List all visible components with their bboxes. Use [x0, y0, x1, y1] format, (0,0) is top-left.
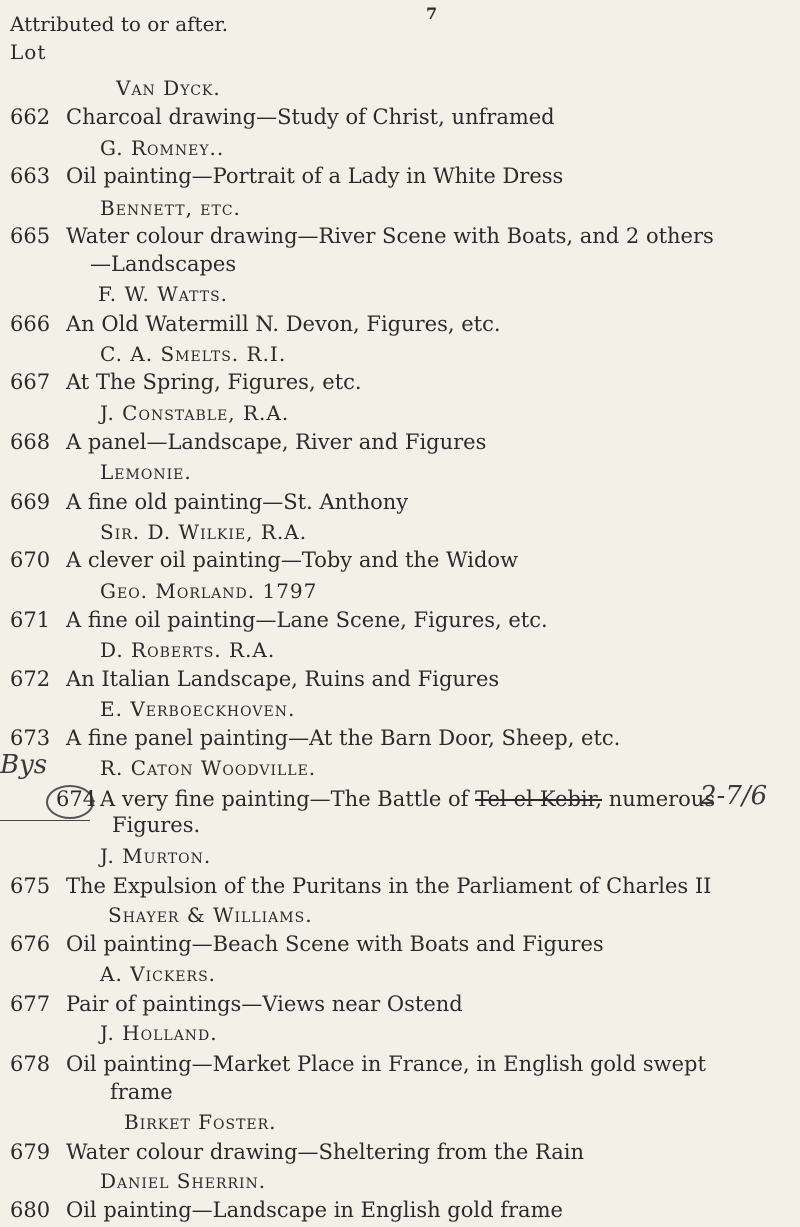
- artist-name: R. Caton Woodville.: [100, 756, 317, 780]
- lot-number: 662: [10, 105, 51, 129]
- lot-number: 680: [10, 1198, 51, 1222]
- lot-description-cont: Figures.: [112, 813, 201, 837]
- artist-name: Daniel Sherrin.: [100, 1169, 267, 1193]
- lot-number: 666: [10, 312, 51, 336]
- artist-name: Shayer & Williams.: [108, 903, 313, 927]
- attribution-heading: Attributed to or after.: [10, 12, 229, 36]
- lot-number: 667: [10, 370, 51, 394]
- lot-number: 676: [10, 932, 51, 956]
- lot-description: A fine old painting—St. Anthony: [66, 490, 409, 514]
- lot-description: Pair of paintings—Views near Ostend: [66, 992, 463, 1016]
- lot-number: 668: [10, 430, 51, 454]
- lot-description: A fine oil painting—Lane Scene, Figures, etc.: [66, 608, 548, 632]
- lot-number: 672: [10, 667, 51, 691]
- lot-number: 675: [10, 874, 51, 898]
- artist-name: J. Constable, R.A.: [100, 401, 290, 425]
- artist-name: Geo. Morland. 1797: [100, 579, 318, 603]
- artist-name: Lemonie.: [100, 460, 192, 484]
- lot-description: [100, 787, 715, 811]
- lot-description-cont: —Landscapes: [90, 252, 237, 276]
- artist-name: F. W. Watts.: [98, 282, 229, 306]
- lot-column-label: Lot: [10, 40, 47, 64]
- lot-description: A fine panel painting—At the Barn Door, Sheep, etc.: [66, 726, 621, 750]
- struck-text: Tel-el-Kebir,: [475, 787, 603, 811]
- artist-name: D. Roberts. R.A.: [100, 638, 276, 662]
- lot-description: Charcoal drawing—Study of Christ, unframed: [66, 105, 555, 129]
- lot-description: Oil painting—Landscape in English gold frame: [66, 1198, 563, 1222]
- page-mark: 7: [426, 4, 438, 23]
- lot-number: 663: [10, 164, 51, 188]
- lot-description: A panel—Landscape, River and Figures: [66, 430, 487, 454]
- artist-name: Van Dyck.: [116, 76, 221, 100]
- artist-name: G. Romney..: [100, 136, 225, 160]
- artist-name: A. Vickers.: [100, 962, 217, 986]
- lot-number: 665: [10, 224, 51, 248]
- handwritten-price: 2-7/6: [700, 781, 768, 811]
- artist-name: J. Murton.: [100, 844, 212, 868]
- margin-rule: [0, 820, 90, 821]
- lot-description: Oil painting—Beach Scene with Boats and Figures: [66, 932, 604, 956]
- lot-description-after: numerous: [608, 787, 716, 811]
- lot-number: 673: [10, 726, 51, 750]
- lot-description: An Old Watermill N. Devon, Figures, etc.: [66, 312, 501, 336]
- artist-name: Sir. D. Wilkie, R.A.: [100, 520, 308, 544]
- lot-description: An Italian Landscape, Ruins and Figures: [66, 667, 500, 691]
- handwritten-initials: Bys: [0, 750, 48, 780]
- lot-description: Oil painting—Market Place in France, in English gold swept: [66, 1052, 706, 1076]
- artist-name: Birket Foster.: [124, 1110, 277, 1134]
- lot-number: 677: [10, 992, 51, 1016]
- lot-number: 678: [10, 1052, 51, 1076]
- artist-name: J. Holland.: [100, 1021, 218, 1045]
- lot-number: 674: [56, 787, 97, 811]
- lot-description: The Expulsion of the Puritans in the Parliament of Charles II: [66, 874, 712, 898]
- lot-description: A clever oil painting—Toby and the Widow: [66, 548, 519, 572]
- lot-description: Water colour drawing—Sheltering from the Rain: [66, 1140, 585, 1164]
- lot-description: Water colour drawing—River Scene with Boats, and 2 others: [66, 224, 714, 248]
- lot-number: 670: [10, 548, 51, 572]
- lot-description-cont: frame: [110, 1080, 173, 1104]
- lot-number: 671: [10, 608, 51, 632]
- artist-name: Bennett, etc.: [100, 196, 241, 220]
- lot-description: At The Spring, Figures, etc.: [66, 370, 362, 394]
- lot-number: 679: [10, 1140, 51, 1164]
- artist-name: E. Verboeckhoven.: [100, 697, 296, 721]
- lot-number: 669: [10, 490, 51, 514]
- artist-name: C. A. Smelts. R.I.: [100, 342, 287, 366]
- lot-description: Oil painting—Portrait of a Lady in White Dress: [66, 164, 564, 188]
- lot-description-text: A very fine painting—The Battle of: [100, 787, 469, 811]
